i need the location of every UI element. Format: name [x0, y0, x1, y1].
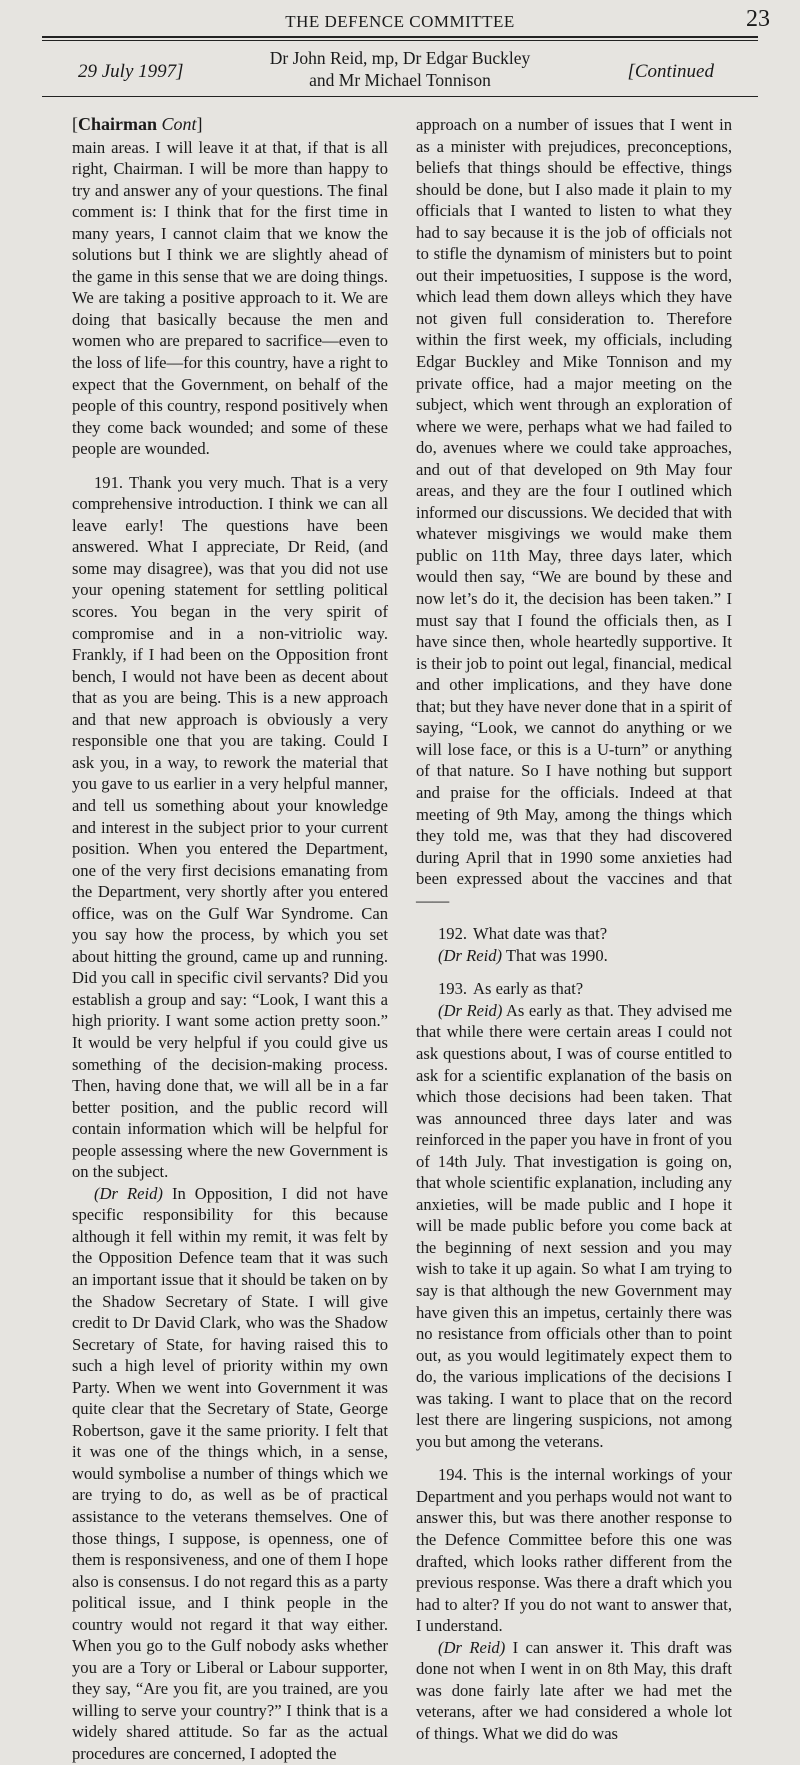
question-text: Thank you very much. That is a very comprehensive introduction. I think we can all leave early! The questions have been answered. What I appreciate, Dr Reid, (and some may disagree), was that you did not use your opening statement for settling political scores. You began in the very spirit of compromise and in a non-vitriolic way. Frankly, if I had been on the Opposition front bench, I would not have been as decent about that as you are being. This is a new approach and that new approach is obviously a very responsible one that you are taking. Could I ask you, in a way, to rework the material that you gave to us earlier in a very helpful manner, and tell us something about your knowledge and interest in the subject prior to your current position. When you entered the Department, one of the very first decisions emanating from the Department, very shortly after you entered office, was on the Gulf War Syndrome. Can you say how the process, by which you set about hitting the ground, came up and running. Did you call in specific civil servants? Did you establish a group and say: “Look, I want this a high priority. I want some action pretty soon.” It would be very helpful if you could give us something of the decision-making process. Then, having done that, we will all be in a far better position, and the public record will contain information which will be helpful for people assessing where the new Government is on the subject.	[72, 472, 388, 1182]
left-column	[72, 114, 388, 1765]
answer-speaker: (Dr Reid)	[438, 945, 503, 965]
question-191	[72, 472, 388, 1183]
question-number: 194.	[438, 1465, 468, 1485]
answer-text: That was 1990.	[505, 945, 608, 965]
answer-speaker: (Dr Reid)	[438, 1000, 503, 1020]
question-number: 191.	[94, 472, 124, 492]
answer-speaker: (Dr Reid)	[94, 1183, 163, 1203]
question-number: 193.	[438, 979, 468, 999]
header-double-rule	[42, 36, 758, 41]
question-number: 192.	[438, 924, 468, 944]
witness-names-line-1: Dr John Reid, mp, Dr Edgar Buckley	[269, 48, 531, 68]
answer-193	[416, 1000, 732, 1452]
witness-names	[230, 47, 570, 91]
running-head	[0, 6, 800, 38]
question-192	[416, 923, 732, 945]
question-text: What date was that?	[473, 924, 608, 944]
heading-chairman: Chairman	[78, 114, 158, 134]
page-number: 23	[746, 6, 770, 32]
heading-cont: Cont	[157, 114, 197, 134]
answer-191	[72, 1183, 388, 1765]
answer-speaker: (Dr Reid)	[438, 1637, 506, 1657]
answer-192	[416, 945, 732, 967]
heading-bracket-open: [	[72, 114, 78, 134]
answer-194	[416, 1637, 732, 1745]
question-text: As early as that?	[473, 979, 584, 999]
session-date: 29 July 1997]	[78, 61, 184, 82]
answer-text: In Opposition, I did not have specific responsibility for this because although it fell within my remit, it was felt by the Opposition Defence team that it was such an important issue that it should be taken on by the Shadow Secretary of State. I will give credit to Dr David Clark, who was the Shadow Secretary of State, for having raised this to such a high level of priority within my own Party. When we went into Government it was quite clear that the Secretary of State, George Robertson, gave it the same priority. I felt that it was one of the things which, in a sense, would symbolise a number of things which we are trying to do, as well as be of practical assistance to the veterans themselves. One of those things, I suppose, is openness, one of them is responsiveness, and one of them I hope also is consensus. I do not regard this as a party political issue, and I think people in the country would not regard it that way either. When you go to the Gulf nobody asks whether you are a Tory or Liberal or Labour supporter, they say, “Are you fit, are you trained, are you willing to serve your country?” I think that is a widely shared attitude. So far as the actual procedures are concerned, I adopted the	[72, 1183, 388, 1764]
paragraph-approach: approach on a number of issues that I went in as a minister with prejudices, preconceptions, beliefs that things should be effective, things should be done, but I also made it plain to my officials that I wanted to listen to what they had to say because it is the job of officials not to stifle the dynamism of ministers but to point out their impetuosities, I suppose is the word, which lead them down alleys which they have not given full consideration to. Therefore within the first week, my officials, including Edgar Buckley and Mike Tonnison and my private office, had a major meeting on the subject, which went through an exploration of where we were, perhaps what we had failed to do, avenues where we could take approaches, and out of that developed on 9th May four areas, and they are the four I outlined which informed our discussions. We decided that with whatever misgivings we would make them public on 11th May, three days later, which would then say, “We are bound by these and now let’s do it, the decision has been taken.” I must say that I found the officials then, as I have since then, whole heartedly supportive. It is their job to point out legal, financial, medical and other implications, and they have done that; but they have never done that in a spirit of saying, “Look, we cannot do anything or we will lose face, or this is a U-turn” or anything of that nature. So I have nothing but support and praise for the officials. Indeed at that meeting of 9th May, among the things which they told me, was that they had discovered during April that in 1990 some anxieties had been expressed about the vaccines and that——	[416, 115, 732, 910]
paragraph-main-areas: main areas. I will leave it at that, if that is all right, Chairman. I will be more than happy to try and answer any of your questions. The final comment is: I think that for the first time in many years, I cannot claim that we know the solutions but I think we are slightly ahead of the game in this sense that we are doing things. We are taking a positive approach to it. We are doing that basically because the men and women who are prepared to sacrifice—even to the loss of life—for this country, have a right to expect that the Government, on behalf of the people of this country, respond positively when they come back wounded; and some of these people are wounded.	[72, 137, 388, 459]
running-title: THE DEFENCE COMMITTEE	[285, 12, 515, 31]
witness-names-line-2: and Mr Michael Tonnison	[309, 70, 491, 90]
answer-text: As early as that. They advised me that while there were certain areas I could not ask questions about, I was of course entitled to ask for a scientific explanation of the basis on which those decisions had been taken. That was announced three days later and was reinforced in the paper you have in front of you of 14th July. That investigation is going on, that whole scientific explanation, including any anxieties, will be made public and I hope it will be made public before you come back at the beginning of next session and you may wish to take it up again. So what I am trying to say is that although the new Government may have given this an impetus, certainly there was no resistance from officials other than to point out, as you would legitimately expect them to do, the various implications of the decisions I was taking. I want to place that on the record lest there are lingering suspicions, not among you but among the veterans.	[416, 1000, 732, 1451]
right-column	[416, 114, 732, 1744]
header-rule	[42, 96, 758, 97]
question-193	[416, 978, 732, 1000]
chairman-continued-heading	[72, 114, 388, 136]
heading-bracket-close: ]	[196, 114, 203, 134]
question-194	[416, 1464, 732, 1636]
answer-text: I can answer it. This draft was done not when I went in on 8th May, this draft was done fairly late after we had met the veterans, after we had considered a whole lot of things. What we did do was	[416, 1637, 732, 1743]
question-text: This is the internal workings of your Department and you perhaps would not want to answer this, but was there another response to the Defence Committee before this one was drafted, which looks rather different from the previous response. Was there a draft which you had to alter? If you do not want to answer that, I understand.	[416, 1465, 732, 1636]
witness-line	[0, 44, 800, 98]
continued-label: [Continued	[627, 61, 714, 82]
